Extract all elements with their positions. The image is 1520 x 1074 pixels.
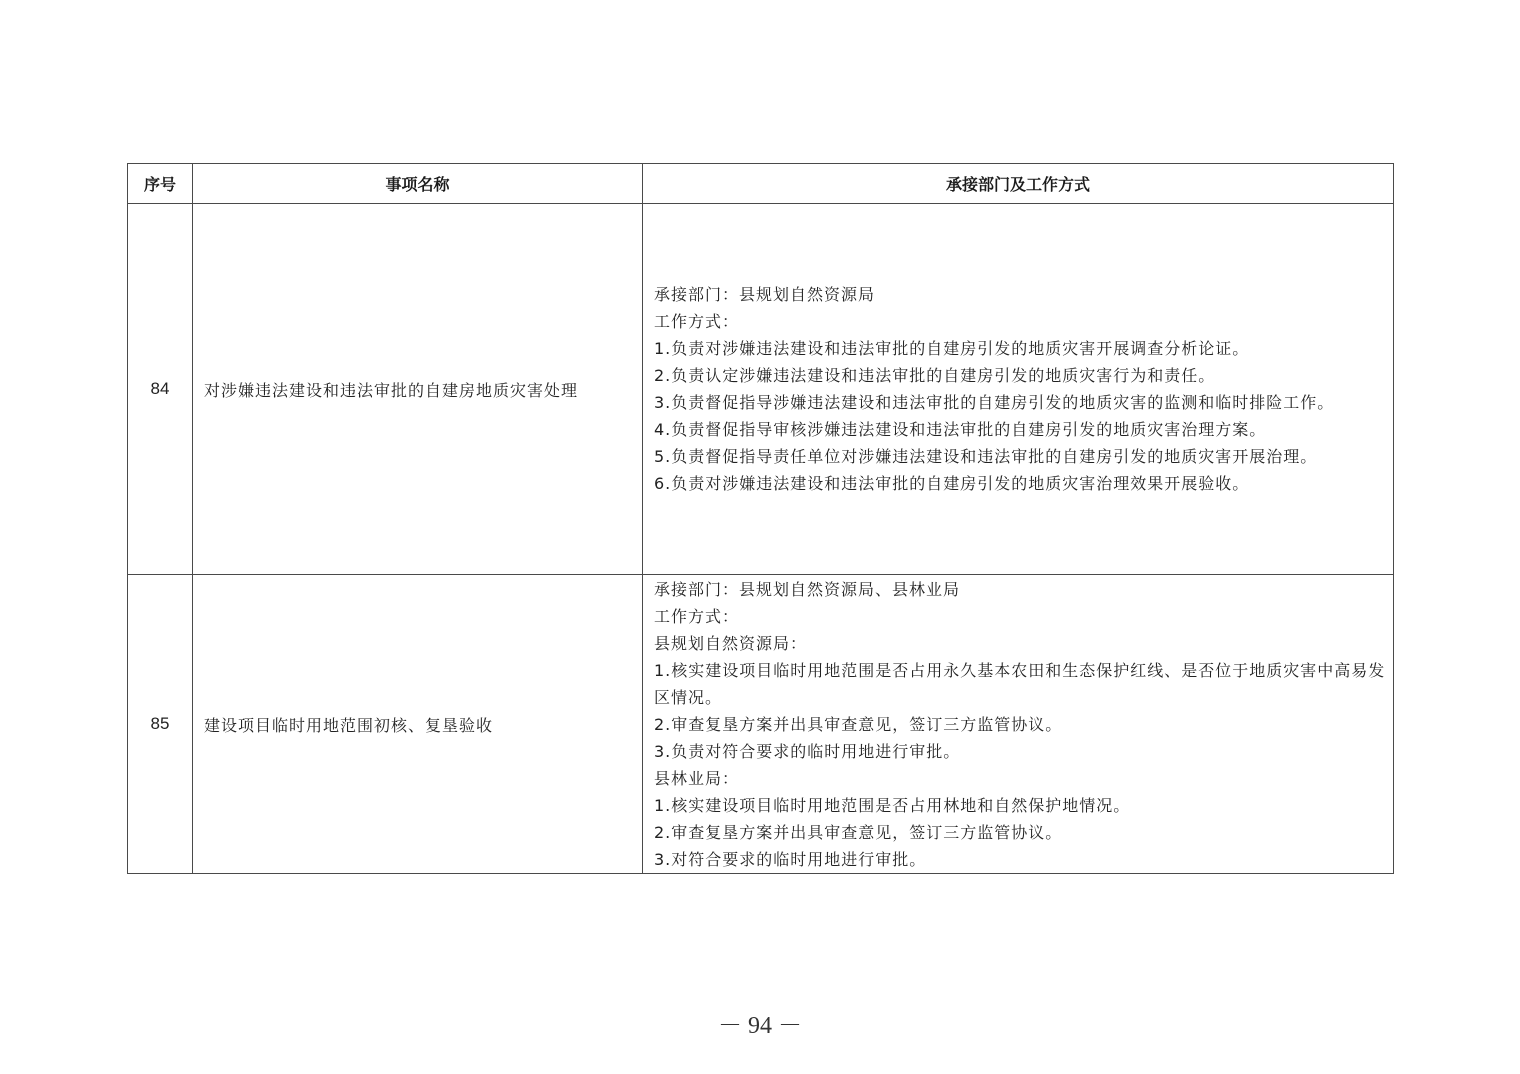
row-matter-name: 对涉嫌违法建设和违法审批的自建房地质灾害处理 [193, 204, 643, 575]
table-row [128, 575, 1394, 874]
row-serial-number: 85 [128, 575, 193, 874]
row-department-method [643, 204, 1394, 575]
dept-line: 承接部门：县规划自然资源局、县林业局 [654, 579, 961, 599]
dept-line: 3.对符合要求的临时用地进行审批。 [654, 849, 927, 869]
matters-table [127, 163, 1394, 874]
row-serial-number: 84 [128, 204, 193, 575]
dept-line: 县林业局： [654, 768, 740, 788]
header-serial-number: 序号 [128, 164, 193, 204]
table-row [128, 204, 1394, 575]
dept-line: 1.核实建设项目临时用地范围是否占用永久基本农田和生态保护红线、是否位于地质灾害中高易发区情况。 [654, 660, 1386, 707]
dept-line: 3.负责对符合要求的临时用地进行审批。 [654, 741, 961, 761]
dept-line: 1.核实建设项目临时用地范围是否占用林地和自然保护地情况。 [654, 795, 1131, 815]
dept-line: 2.审查复垦方案并出具审查意见，签订三方监管协议。 [654, 822, 1063, 842]
header-matter-name: 事项名称 [193, 164, 643, 204]
table-header-row [128, 164, 1394, 204]
dept-line: 2.负责认定涉嫌违法建设和违法审批的自建房引发的地质灾害行为和责任。 [654, 366, 1216, 385]
header-department-method: 承接部门及工作方式 [643, 164, 1394, 204]
page-number: － 94 － [718, 1013, 802, 1039]
dept-line: 1.负责对涉嫌违法建设和违法审批的自建房引发的地质灾害开展调查分析论证。 [654, 339, 1250, 358]
dept-line: 3.负责督促指导涉嫌违法建设和违法审批的自建房引发的地质灾害的监测和临时排险工作。 [654, 393, 1335, 412]
dept-line: 县规划自然资源局： [654, 633, 808, 653]
dept-line: 工作方式： [654, 312, 740, 331]
dept-line: 4.负责督促指导审核涉嫌违法建设和违法审批的自建房引发的地质灾害治理方案。 [654, 420, 1267, 439]
row-matter-name: 建设项目临时用地范围初核、复垦验收 [193, 575, 643, 874]
row-department-method [643, 575, 1394, 874]
dept-line: 工作方式： [654, 606, 740, 626]
dept-line: 5.负责督促指导责任单位对涉嫌违法建设和违法审批的自建房引发的地质灾害开展治理。 [654, 447, 1318, 466]
dept-line: 6.负责对涉嫌违法建设和违法审批的自建房引发的地质灾害治理效果开展验收。 [654, 474, 1250, 493]
dept-line: 承接部门：县规划自然资源局 [654, 285, 876, 304]
dept-line: 2.审查复垦方案并出具审查意见，签订三方监管协议。 [654, 714, 1063, 734]
